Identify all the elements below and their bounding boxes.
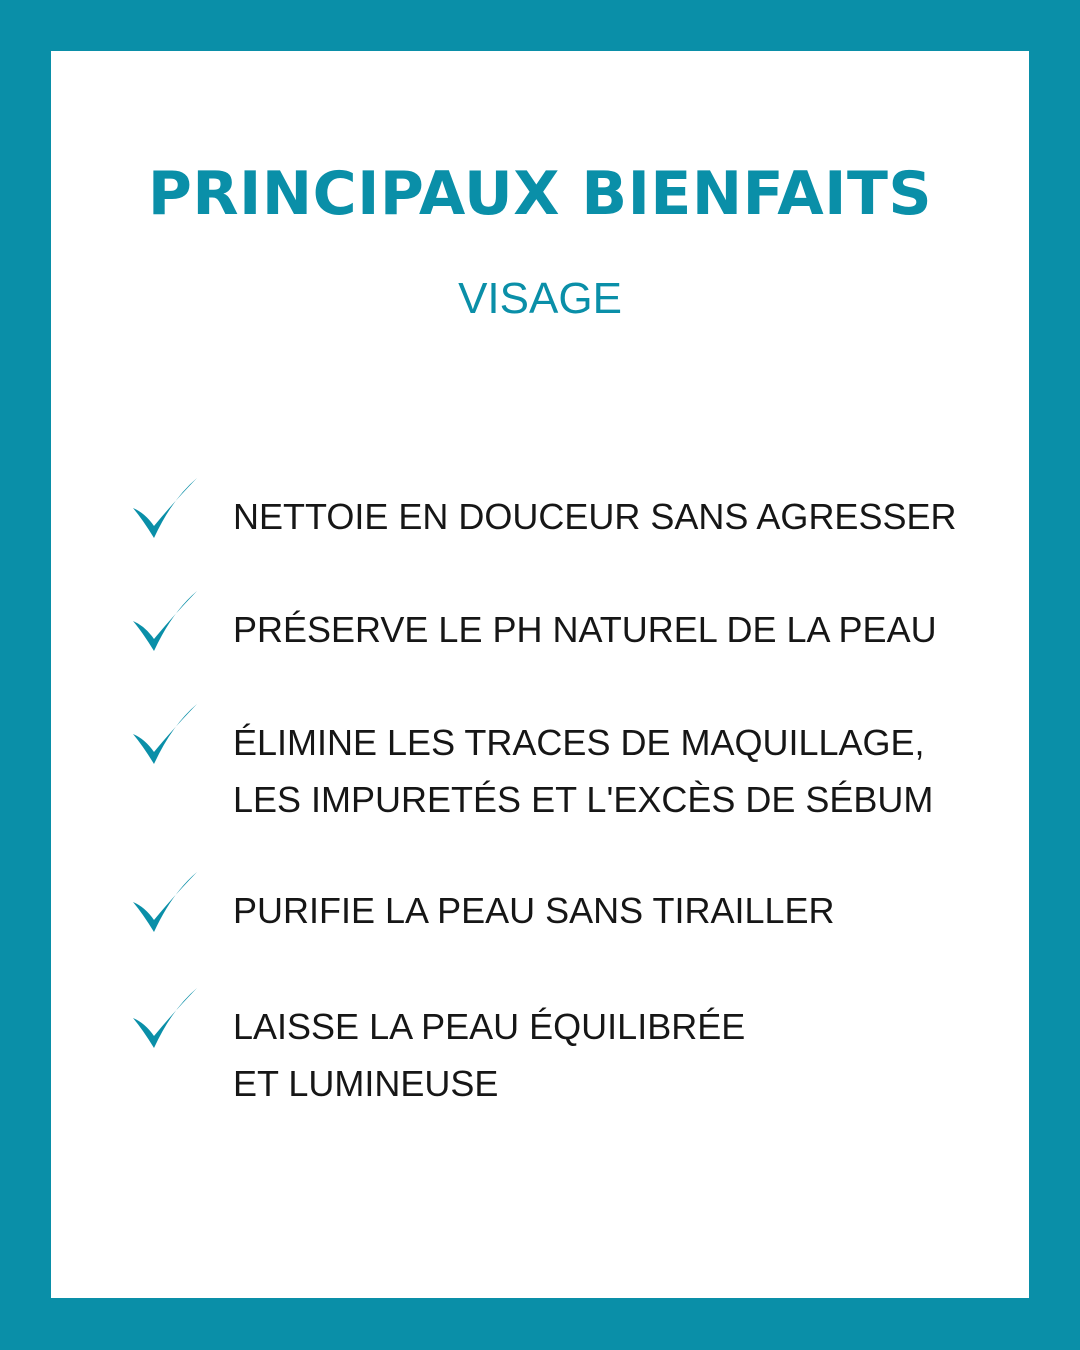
benefit-text — [233, 882, 993, 939]
benefit-line: LES IMPURETÉS ET L'EXCÈS DE SÉBUM — [233, 779, 934, 820]
benefit-text — [233, 714, 993, 828]
check-icon — [130, 476, 200, 546]
benefit-line: PURIFIE LA PEAU SANS TIRAILLER — [233, 890, 835, 931]
benefit-text — [233, 488, 993, 545]
benefit-line: ÉLIMINE LES TRACES DE MAQUILLAGE, — [233, 722, 925, 763]
benefit-text — [233, 998, 993, 1112]
benefit-line: LAISSE LA PEAU ÉQUILIBRÉE — [233, 1006, 746, 1047]
page-subtitle: VISAGE — [458, 274, 622, 323]
page-title: PRINCIPAUX BIENFAITS — [147, 159, 933, 229]
check-icon — [130, 702, 200, 772]
check-icon — [130, 870, 200, 940]
check-icon — [130, 986, 200, 1056]
benefit-line: NETTOIE EN DOUCEUR SANS AGRESSER — [233, 496, 957, 537]
benefit-line: ET LUMINEUSE — [233, 1063, 499, 1104]
benefit-text — [233, 601, 993, 658]
check-icon — [130, 589, 200, 659]
benefit-line: PRÉSERVE LE PH NATUREL DE LA PEAU — [233, 609, 937, 650]
